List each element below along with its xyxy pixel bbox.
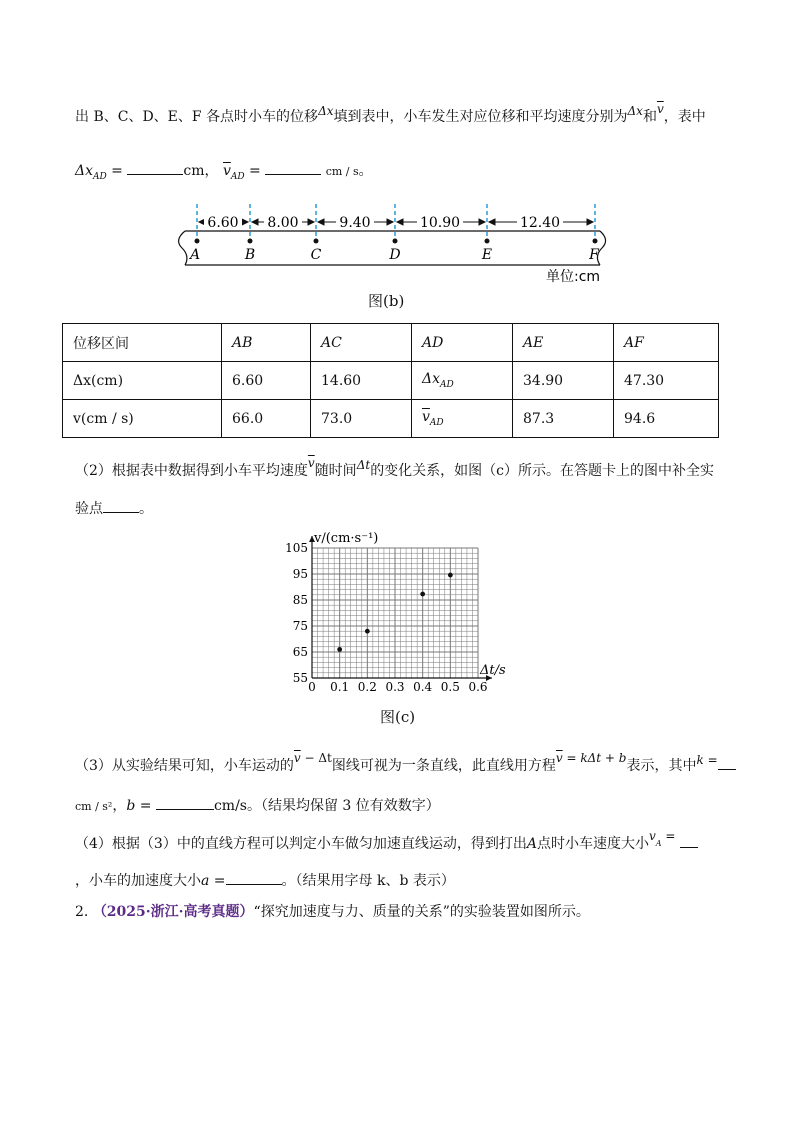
v-ad-sub: AD [230,171,245,182]
q3-comma: ， [112,798,127,814]
v-ad-symbol: $\overline{v}$ [222,163,231,179]
label-F: F [589,247,599,263]
q3-b-eq: = [135,798,152,814]
blank-a[interactable] [226,884,282,885]
q3-b: b [126,798,136,814]
segment-CD: 9.40 [339,215,371,231]
q-next-source: （2025·浙江·高考真题） [92,904,254,920]
dot-D [393,239,398,244]
y-tick-label: 65 [292,645,308,659]
x-tick-label: 0.5 [440,680,460,694]
table-cell: 87.3 [513,400,614,438]
dx-ad-symbol: Δx [75,163,94,179]
para1-text-c: 和 [642,109,657,125]
segment-DE: 10.90 [419,215,461,231]
q4-A: A [526,836,537,852]
q3-unit: cm / s² [75,800,113,813]
q3-text-a: （3）从实验结果可知，小车运动的 [75,758,294,774]
q2-text-b: 随时间 [314,463,357,479]
q4-vA: v [648,829,656,843]
table-cell: 94.6 [614,400,719,438]
velocity-time-chart [280,528,520,698]
data-point [337,647,342,652]
q2-text-a: （2）根据表中数据得到小车平均速度 [75,463,308,479]
data-point [448,573,453,578]
blank-k[interactable] [718,769,736,770]
q2-dt: Δt [356,458,371,472]
v-symbol-cell: $\overline{v}$ [422,409,430,426]
chart-xlabel: Δt/s [480,663,506,678]
table-cell: 6.60 [222,362,311,400]
table-cell: v(cm / s) [63,400,222,438]
dx-symbol: Δx [318,104,334,118]
label-D: D [389,247,401,263]
q4-vA-sub: A [655,838,662,848]
q3-text-c: 图线可视为一条直线，此直线用方程 [331,758,556,774]
q4-text-a: （4）根据（3）中的直线方程可以判定小车做匀加速直线运动，得到打出 [75,836,527,852]
eq-sign: = [106,163,123,179]
q-next-line [75,901,590,921]
dot-E [485,239,490,244]
table-row [63,362,719,400]
dx-symbol-2: Δx [627,104,643,118]
data-point [365,629,370,634]
blank-b[interactable] [156,809,214,810]
blank-v-ad[interactable] [265,174,321,175]
table-cell: AB [222,324,311,362]
table-cell: 73.0 [311,400,412,438]
q4-line1 [75,829,698,854]
q2-v: $\overline{v}$ [307,456,315,470]
para1-line2 [75,160,373,182]
q4-text-end: 。（结果用字母 k、b 表示） [281,873,455,889]
x-tick-label: 0.2 [357,680,377,694]
label-C: C [310,247,322,263]
dot-F [593,239,598,244]
q3-line1 [75,751,736,775]
q3-text-d: 表示，其中 [626,758,697,774]
dot-C [314,239,319,244]
eq-sign-2: = [244,163,261,179]
q2-text-e: 。 [139,501,153,517]
dx-ad-sub: AD [93,171,107,182]
blank-dx-ad[interactable] [127,174,183,175]
segment-EF: 12.40 [519,215,561,231]
unit-cms: cm / s [325,165,359,178]
table-cell: AE [513,324,614,362]
q3-v: $\overline{v}$ [293,751,301,765]
table-cell: 位移区间 [63,324,222,362]
tape-unit: 单位:cm [546,269,601,285]
table-cell: Δx(cm) [63,362,222,400]
vbar-symbol: $\overline{v}$ [656,102,664,116]
x-tick-label: 0.3 [385,680,405,694]
dx-sub-cell: AD [440,379,454,390]
y-tick-label: 95 [292,567,308,581]
label-E: E [481,247,493,263]
q-next-number: 2. [75,904,89,920]
x-tick-label: 0.6 [468,680,488,694]
q4-line2 [75,870,455,890]
q2-text-c: 的变化关系，如图（c）所示。在答题卡上的图中补全实 [370,463,715,479]
para1-text-d: ，表中 [663,109,706,125]
q2-line2 [75,498,153,518]
ticker-tape-figure [170,198,620,288]
table-cell: 34.90 [513,362,614,400]
y-tick-label: 75 [292,619,308,633]
period: 。 [358,163,373,179]
q4-a: a [201,873,210,889]
segment-AB: 6.60 [207,215,239,231]
table-cell: 14.60 [311,362,412,400]
label-B: B [244,247,256,263]
table-cell: 47.30 [614,362,719,400]
data-table [62,323,719,438]
data-point [420,592,425,597]
q4-vA-eq: = [661,829,676,843]
table-cell: AD [412,324,513,362]
y-tick-label: 55 [292,671,308,685]
q3-equation: = kΔt + b [562,751,627,765]
v-sub-cell: AD [429,417,444,428]
table-cell: AF [614,324,719,362]
segment-BC: 8.00 [267,215,299,231]
q2-line1 [75,456,715,480]
para1-line1 [75,102,706,126]
dot-B [248,239,253,244]
table-cell: 66.0 [222,400,311,438]
y-tick-label: 105 [285,541,308,555]
q4-text-b: 点时小车速度大小 [536,836,649,852]
table-header-row [63,324,719,362]
x-tick-label: 0.4 [413,680,433,694]
chart-grid [309,536,492,681]
q2-text-d: 验点 [75,501,103,517]
q3-minus-dt: − Δt [300,751,332,765]
table-cell-v-ad [412,400,513,438]
q3-eq-v: $\overline{v}$ [555,751,563,765]
table-cell-dx-ad [412,362,513,400]
q-next-text: “探究加速度与力、质量的关系”的实验装置如图所示。 [253,904,590,920]
chart-ylabel: v/(cm·s⁻¹) [314,531,379,546]
table-cell: AC [311,324,412,362]
figure-c-caption: 图(c) [380,708,416,726]
table-row [63,400,719,438]
q3-line2 [75,795,440,815]
q4-text-line2: ，小车的加速度大小 [75,873,201,889]
label-A: A [189,247,201,263]
para1-text-a: 出 B、C、D、E、F 各点时小车的位移 [75,109,319,125]
q3-k: k [696,753,704,767]
blank-q2[interactable] [103,512,139,513]
q4-a-eq: = [209,873,226,889]
figure-b-caption: 图(b) [368,292,405,310]
para1-text-b: 填到表中，小车发生对应位移和平均速度分别为 [333,109,628,125]
dot-A [195,239,200,244]
x-tick-label: 0 [308,680,316,694]
dx-symbol-cell: Δx [422,371,441,388]
q3-text-end: cm/s。（结果均保留 3 位有效数字） [213,798,440,814]
y-tick-label: 85 [292,593,308,607]
q3-k-eq: = [703,753,718,767]
unit-cm: cm， [183,163,219,179]
x-tick-label: 0.1 [330,680,350,694]
blank-vA[interactable] [680,847,698,848]
chart-ticks [285,541,487,694]
tape-torn-left [179,231,187,265]
